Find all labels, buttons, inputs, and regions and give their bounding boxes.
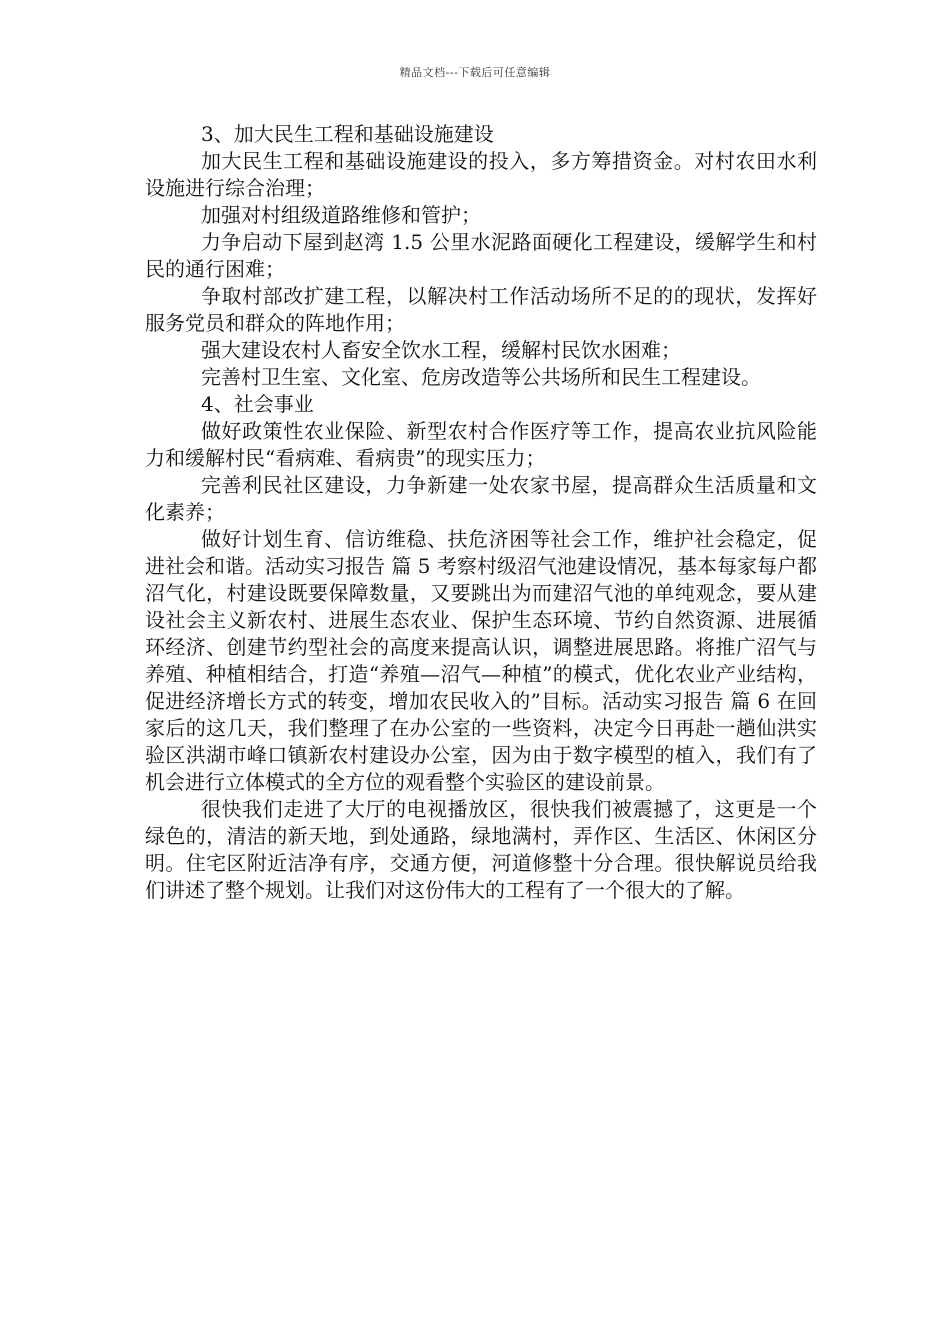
paragraph: 做好政策性农业保险、新型农村合作医疗等工作，提高农业抗风险能力和缓解村民“看病难、看病贵”的现实压力； <box>145 419 817 470</box>
section-heading-4: 4、社会事业 <box>201 392 314 416</box>
paragraph: 争取村部改扩建工程，以解决村工作活动场所不足的的现状，发挥好服务党员和群众的阵地作用； <box>145 284 817 335</box>
paragraph: 力争启动下屋到赵湾 1.5 公里水泥路面硬化工程建设，缓解学生和村民的通行困难； <box>145 230 817 281</box>
paragraph: 做好计划生育、信访维稳、扶危济困等社会工作，维护社会稳定，促进社会和谐。活动实习报告 篇 5 考察村级沼气池建设情况，基本每家每户都沼气化，村建设既要保障数量，又要跳出为而建沼气池的单纯观念，要从建设社会主义新农村、进展生态农业、保护生态环境、节约自然资源、进展循环经济、创建节约型社会的高度来提高认识，调整进展思路。将推广沼气与养殖、种植相结合，打造“养殖—沼气—种植”的模式，优化农业产业结构，促进经济增长方式的转变，增加农民收入的”目标。活动实习报告 篇 6 在回家后的这几天，我们整理了在办公室的一些资料，决定今日再赴一趟仙洪实验区洪湖市峰口镇新农村建设办公室，因为由于数字模型的植入，我们有了机会进行立体模式的全方位的观看整个实验区的建设前景。 <box>145 527 817 794</box>
section-heading-3: 3、加大民生工程和基础设施建设 <box>201 122 494 146</box>
document-body <box>145 121 817 904</box>
paragraph: 强大建设农村人畜安全饮水工程，缓解村民饮水困难； <box>201 338 681 362</box>
paragraph: 完善村卫生室、文化室、危房改造等公共场所和民生工程建设。 <box>201 365 761 389</box>
paragraph: 加大民生工程和基础设施建设的投入，多方筹措资金。对村农田水利设施进行综合治理； <box>145 149 817 200</box>
paragraph: 完善利民社区建设，力争新建一处农家书屋，提高群众生活质量和文化素养； <box>145 473 817 524</box>
paragraph: 加强对村组级道路维修和管护； <box>201 203 481 227</box>
page-header: 精品文档---下载后可任意编辑 <box>399 66 551 79</box>
paragraph: 很快我们走进了大厅的电视播放区，很快我们被震撼了，这更是一个绿色的，清洁的新天地，到处通路，绿地满村，弄作区、生活区、休闲区分明。住宅区附近洁净有序，交通方便，河道修整十分合理。很快解说员给我们讲述了整个规划。让我们对这份伟大的工程有了一个很大的了解。 <box>145 797 817 902</box>
